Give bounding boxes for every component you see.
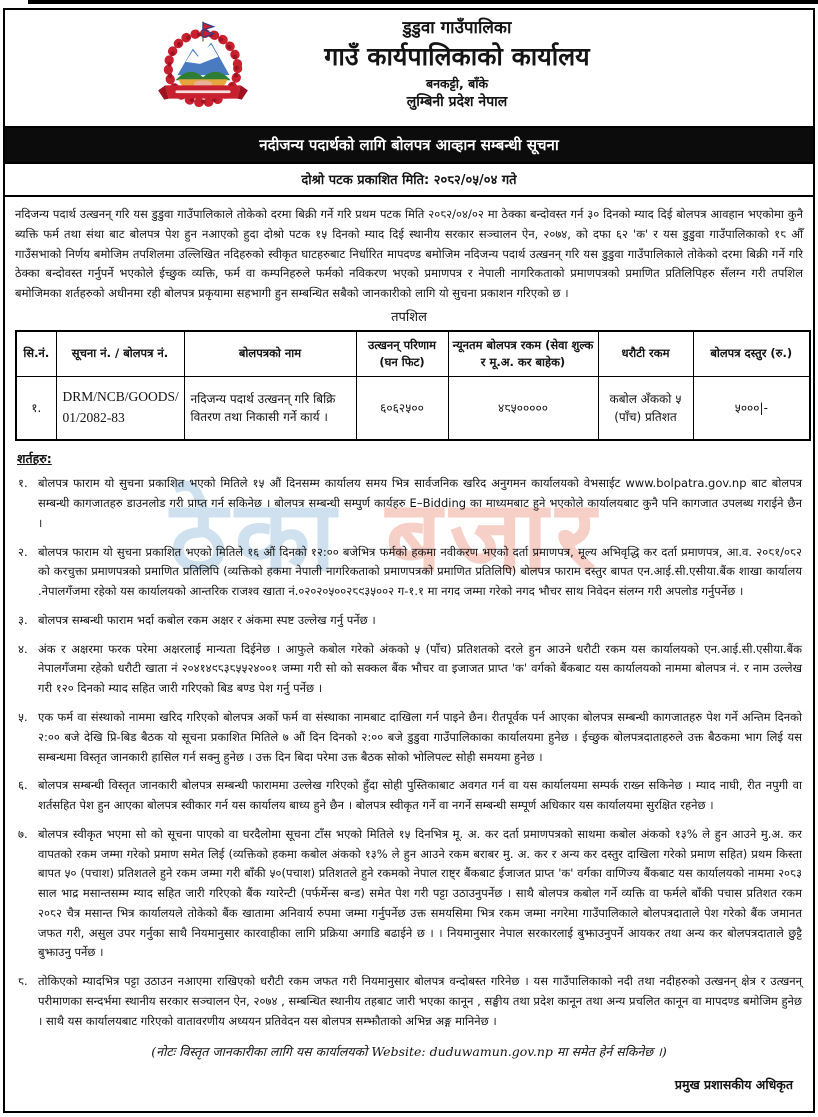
table-row xyxy=(16,377,810,441)
letterhead xyxy=(5,10,813,126)
col-minimum-amount: न्यूनतम बोलपत्र रकम (सेवा शुल्क र मू.अ. कर बाहेक) xyxy=(448,331,598,377)
tender-detail-table xyxy=(15,330,811,442)
cell-serial-no: १. xyxy=(16,377,56,441)
condition-text: बोलपत्र स्वीकृत भएमा सो को सूचना पाएको वा घरदैलोमा सूचना टाँस भएको मितिले १५ दिनभित्र मू. अ. कर दर्ता प्रमाणपत्रको साथमा कबोल अंकको १३% ले हुन आउने मु.अ. कर वापतको रकम जम्मा गरेको प्रमाण समेत लिई (व्यक्तिको हकमा कबोल अंकको १३% ले हुन आउने रकम बराबर मु. अ. कर र अन्य कर दस्तुर दाखिला गरेको प्रमाण सहित) प्रथम किस्ता बापत ५० (पचाश) प्रतिशतले हुने रकम जम्मा गरी बाँकी ५०(पचाश) प्रतिशतले हुने रकमको नेपाल राष्ट्र बैंकबाट ईजाजत प्राप्त 'क' वर्गका वाणिज्य बैंकबाट यस कार्यालयको नाममा २०८३ साल भाद्र मसान्तसम्म म्याद सहित जारी गरिएको बैंक ग्यारेन्टी (पर्फर्मेन्स बन्ड) समेत पेश गरी पट्टा उठाउनुपर्नेछ । साथै बोलपत्र कबोल गर्ने व्यक्ति वा फर्मले बाँकी पचास प्रतिशत रकम २०८२ चैत्र मसान्त भित्र कार्यालयले तोकेको बैंक खातामा अनिवार्य रुपमा जम्मा गर्नुपर्नेछ उक्त समयसिमा भित्र रकम जम्मा नगरेमा गाउँपालिकाले बोलपत्रदाताले पेश गरेको बैंक जमानत जफत गरी, असुल उपर गर्नुका साथै नियमानुसार कारवाहीका लागि प्रक्रिया अगाडि बढाईने छ । । नियमानुसार नेपाल सरकारलाई बुझाउनुपर्ने आयकर तथा अन्य कर बोलपत्रदाताले छुट्टै बुझाउनु पर्नेछ । xyxy=(38,826,802,960)
condition-text: एक फर्म वा संस्थाको नाममा खरिद गरिएको बोलपत्र अर्को फर्म वा संस्थाका नामबाट दाखिला गर्न पाइने छैन। रीतपूर्वक पर्न आएका बोलपत्र सम्बन्धी कागजातहरु पेश गर्ने अन्तिम दिनको २:०० बजे देखि प्रि-बिड बैठक यो सूचना प्रकाशित मितिले ७ औं दिन दिनको २:०० बजे डुडुवा गाउँपालिकाका कार्यालयमा हुनेछ । ईच्छुक बोलपत्रदाताहरुले उक्त बैठकमा भाग लिई यस सम्बन्धमा विस्तृत जानकारी हासिल गर्न सक्नु हुनेछ । उक्त दिन बिदा परेमा उक्त बैठक सोको भोलिपल्ट सोही समयमा हुनेछ । xyxy=(38,709,802,764)
condition-number: ४. xyxy=(18,641,28,656)
condition-number: ७. xyxy=(18,826,28,841)
province-line: लुम्बिनी प्रदेश नेपाल xyxy=(406,94,508,111)
col-tender-fee: बोलपत्र दस्तुर (रु.) xyxy=(693,331,810,377)
watermark-word-1: ठेका xyxy=(170,480,344,594)
col-serial-no: सि.नं. xyxy=(16,331,56,377)
table-header-row xyxy=(16,331,810,377)
condition-number: २. xyxy=(18,544,28,559)
condition-text: बोलपत्र फाराम यो सुचना प्रकाशित भएको मितिले १५ औं दिनसम्म कार्यालय समय भित्र सार्वजनिक खरिद अनुगमन कार्यालयको वेभसाईट www.bolpatra.gov.np बाट बोलपत्र सम्बन्धी कागजातहरु डाउनलोड गरी प्राप्त गर्न सकिनेछ । बोलपत्र सम्बन्धी सम्पुर्ण कार्यहरु E–Bidding का माध्यमबाट हुने भएकोले कार्यालयबाट कुनै पनि कागजात उपलब्ध गराईने छैन । xyxy=(38,476,802,530)
condition-item-4 xyxy=(18,640,802,699)
condition-item-7 xyxy=(18,825,802,963)
condition-item-6 xyxy=(18,776,802,816)
condition-text: तोकिएको म्यादभित्र पट्टा उठाउन नआएमा राखिएको धरौटी रकम जफत गरी नियमानुसार बोलपत्र वन्दोबस्त गरिनेछ । यस गाउँपालिकाको नदी तथा नदीहरुको उत्खनन् क्षेत्र र उत्खनन् परीमाणका सन्दर्भमा स्थानीय सरकार सञ्चालन ऐन, २०७४ , सम्बन्धित स्थानीय तहबाट जारी भएका कानून , सङ्घीय तथा प्रदेश कानून तथा अन्य प्रचलित कानून वा मापदण्ड बमोजिम हुनेछ । साथै यस कार्यालयबाट गरिएको वातावरणीय अध्ययन प्रतिवेदन यस बोलपत्र सम्झौताको अभिन्न अङ्ग मानिनेछ । xyxy=(38,974,802,1028)
col-deposit-amount: धरौटी रकम xyxy=(598,331,693,377)
published-date-line: दोश्रो पटक प्रकाशित मिति: २०८२/०५/०४ गते xyxy=(5,164,813,197)
cell-tender-name: नदिजन्य पदार्थ उत्खनन् गरि बिक्रि वितरण तथा निकासी गर्ने कार्य । xyxy=(184,377,356,441)
cell-minimum-amount: ४८५००००० xyxy=(448,377,598,441)
top-edge-line xyxy=(28,0,818,4)
condition-item-2 xyxy=(18,543,802,602)
condition-item-5 xyxy=(18,708,802,767)
nepal-emblem-icon xyxy=(151,18,255,120)
cell-extraction-quantity: ६०६२५०० xyxy=(356,377,448,441)
intro-paragraph: नदिजन्य पदार्थ उत्खनन् गरि यस डुडुवा गाउँपालिकाले तोकेको दरमा बिक्री गर्ने गरि प्रथम पटक मिति २०८२/०४/०२ मा ठेक्का बन्दोवस्त गर्न ३० दिनको म्याद दिई बोलपत्र आवहान भएकोमा कुनै ब्यक्ति फर्म तथा संथा बाट बोलपत्र पेश हुन नआएको हुदा दोश्रो पटक १५ दिनको म्याद दिई स्थानीय सरकार सञ्चालन ऐन, २०७४, को दफा ६२ 'क' र यस डुडुवा गाउँपालिकाको १८ औँ गाउँसभाको निर्णय बमोजिम तपशिलमा उल्लिखित नदिहरुको स्वीकृत घाटहरुबाट निर्धारित मापदण्ड बमोजिम नदिजन्य पदार्थ उत्खनन् गरि यस डुडुवा गाउँपालिकाले तोकेको दरमा बिक्री गर्ने गरि ठेक्का बन्दोवस्त गर्नुपर्ने भएकोले ईच्छुक व्यक्ति, फर्म वा कम्पनिहरुले फर्मको नविकरण भएको प्रमाणपत्र र नेपाली नागरिकताको प्रमाणपत्रको प्रमाणित प्रतिलिपिहरु सँलग्न गरी तपशिल बमोजिमका शर्तहरुको अधीनमा रही बोलपत्र प्रकृयामा सहभागी हुन सम्बन्धित सबैको जानकारीको लागि यो सुचना प्रकाशन गरिएको छ । xyxy=(15,207,803,301)
condition-number: ८. xyxy=(18,974,28,989)
watermark-word-2: बजार xyxy=(385,480,604,594)
office-name: गाउँ कार्यपालिकाको कार्यालय xyxy=(324,42,590,72)
tapasil-label: तपशिल xyxy=(391,309,427,325)
cell-notice-no: DRM/NCB/GOODS/ 01/2082-83 xyxy=(56,377,184,441)
condition-number: ५. xyxy=(18,709,28,724)
conditions-heading: शर्तहरु: xyxy=(17,451,52,467)
cell-deposit-amount: कबोल अँकको ५ (पाँच) प्रतिशत xyxy=(598,377,693,441)
signatory-title: प्रमुख प्रशासकीय अधिकृत xyxy=(674,1077,793,1093)
notice-title: नदीजन्य पदार्थको लागि बोलपत्र आव्हान सम्बन्धी सूचना xyxy=(259,136,559,154)
col-extraction-quantity: उत्खनन् परिणाम (घन फिट) xyxy=(356,331,448,377)
col-tender-name: बोलपत्रको नाम xyxy=(184,331,356,377)
condition-text: बोलपत्र सम्बन्धी फाराम भर्दा कबोल रकम अक्षर र अंकमा स्पष्ट उल्लेख गर्नु पर्नेछ । xyxy=(38,612,376,627)
document-frame xyxy=(3,8,815,1113)
condition-item-8 xyxy=(18,972,802,1031)
condition-text: बोलपत्र सम्बन्धी विस्तृत जानकारी बोलपत्र सम्बन्धी फाराममा उल्लेख गरिएको हुँदा सोही पुस्तिकाबाट अवगत गर्न वा यस कार्यालयमा सम्पर्क राख्न सकिनेछ । म्याद नाघी, रीत नपुगी वा शर्तसहित पेश हुन आएका बोलपत्र स्वीकार गर्न यस कार्यालय बाध्य हुने छैन । बोलपत्र स्वीकृत गर्ने वा नगर्ने सम्बन्धी सम्पूर्ण अधिकार यस कार्यालयमा सुरक्षित रहनेछ । xyxy=(38,778,802,813)
letterhead-text xyxy=(228,18,589,112)
municipality-name: डुडुवा गाउँपालिका xyxy=(402,18,512,38)
condition-text: अंक र अक्षरमा फरक परेमा अक्षरलाई मान्यता दिईनेछ । आफुले कबोल गरेको अंकको ५ (पाँच) प्रतिशतको दरले हुन आउने धरौटी रकम यस कार्यालयको एन.आई.सी.एसीया.बैंक नेपालगँजमा रहेको धरौटी खाता नं २०४१४९८३८५५२४००१ जम्मा गरी सो को सक्कल बैंक भौचर वा इजाजत प्राप्त 'क' वर्गको बैंकबाट यस कार्यालयको नाममा बोलपत्र नं. र नाम उल्लेख गरी १२० दिनको म्याद सहित जारी गरिएको बिड बण्ड पेश गर्नु पर्नेछ । xyxy=(38,641,802,696)
condition-item-1 xyxy=(18,474,802,533)
condition-item-3 xyxy=(18,611,802,631)
footer-note: (नोटः विस्तृत जानकारीका लागि यस कार्यालयको Website: duduwamun.gov.np मा समेत हेर्न सकिनेछ ।) xyxy=(151,1044,667,1060)
notice-body xyxy=(5,197,813,1111)
condition-number: ६. xyxy=(18,778,28,793)
cell-tender-fee: ५०००|- xyxy=(693,377,810,441)
condition-number: ३. xyxy=(18,612,28,627)
notice-title-bar xyxy=(5,126,813,164)
condition-number: १. xyxy=(18,476,28,491)
office-address: बनकट्टी, बाँके xyxy=(425,75,489,91)
condition-text: बोलपत्र फाराम यो सुचना प्रकाशित भएको मितिले १६ औं दिनको १२:०० बजेभित्र फर्मको हकमा नवीकरण भएको दर्ता प्रमाणपत्र, मूल्य अभिवृद्धि कर दर्ता प्रमाणपत्र, आ.व. २०८१/०८२ को करचुक्ता प्रमाणपत्रको प्रमाणित प्रतिलिपि (व्यक्तिको हकमा नेपाली नागरिकताको प्रमाणपत्रको प्रमाणित प्रतिलिपि) बोलपत्र फाराम दस्तुर बापत एन.आई.सी.एसीया.बैंक शाखा कार्यालय .नेपालगँजमा रहेको यस कार्यालयको आन्तरिक राजश्व खाता नं.०२०२०५००२८९३५००२ ग-१.१ मा नगद जम्मा गरेको नगद भौचर साथ निवेदन संलग्न गरी अपलोड गर्नुपर्नेछ । xyxy=(38,544,802,599)
col-notice-no: सूचना नं. / बोलपत्र नं. xyxy=(56,331,184,377)
conditions-list xyxy=(15,474,803,1031)
